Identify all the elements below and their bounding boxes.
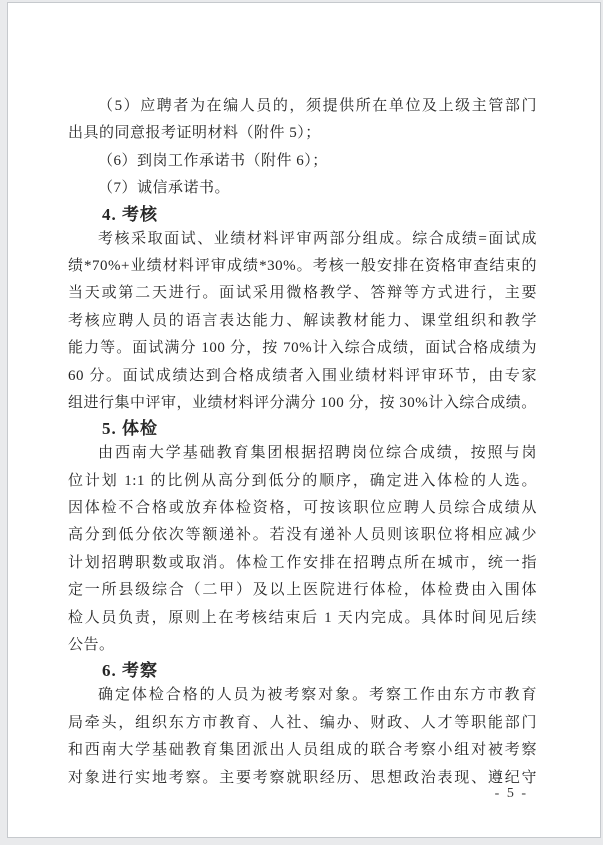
text-line-section-4-body-3: 考核应聘人员的语言表达能力、解读教材能力、课堂组织和教学 [68,312,537,329]
text-line-section-5-body-5: 定一所县级综合（二甲）及以上医院进行体检，体检费由入围体 [68,582,537,599]
page-number: - 5 - [494,786,528,801]
section-6-heading: 6. 考察 [102,661,158,681]
text-line-section-5-body-0: 由西南大学基础教育集团根据招聘岗位综合成绩，按照与岗 [98,445,537,462]
text-line-section-4-body-0: 考核采取面试、业绩材料评审两部分组成。综合成绩=面试成 [98,230,537,247]
text-line-section-6-body-3: 对象进行实地考察。主要考察就职经历、思想政治表现、遵纪守 [68,769,537,786]
text-line-section-5-body-1: 位计划 1:1 的比例从高分到低分的顺序，确定进入体检的人选。 [68,472,537,489]
text-line-section-5-body-7: 公告。 [68,637,115,654]
text-line-section-6-body-1: 局牵头，组织东方市教育、人社、编办、财政、人才等职能部门 [68,714,537,731]
text-line-section-5-body-2: 因体检不合格或放弃体检资格，可按该职位应聘人员综合成绩从 [68,500,537,517]
text-line-section-6-body-0: 确定体检合格的人员为被考察对象。考察工作由东方市教育 [98,687,537,704]
text-line-section-4-body-5: 60 分。面试成绩达到合格成绩者入围业绩材料评审环节，由专家 [68,367,537,384]
text-line-attachment-item-5-1: 出具的同意报考证明材料（附件 5）； [68,125,321,142]
text-line-attachment-item-5-0: （5）应聘者为在编人员的，须提供所在单位及上级主管部门 [98,98,537,114]
text-line-attachment-item-7-0: （7）诚信承诺书。 [98,180,231,197]
text-line-attachment-item-6-0: （6）到岗工作承诺书（附件 6）； [98,152,328,169]
text-line-section-5-body-3: 高分到低分依次等额递补。若没有递补人员则该职位将相应减少 [68,527,537,544]
section-4-heading: 4. 考核 [102,204,158,224]
section-5-heading: 5. 体检 [102,419,158,439]
text-line-section-4-body-2: 当天或第二天进行。面试采用微格教学、答辩等方式进行，主要 [68,285,537,302]
document-text [68,93,537,792]
text-line-section-4-body-4: 能力等。面试满分 100 分，按 70%计入综合成绩，面试合格成绩为 [68,340,537,357]
document-page [7,2,601,838]
text-line-section-4-body-1: 绩*70%+业绩材料评审成绩*30%。考核一般安排在资格审查结束的 [68,257,537,274]
text-line-section-6-body-2: 和西南大学基础教育集团派出人员组成的联合考察小组对被考察 [68,742,537,759]
text-line-section-5-body-4: 计划招聘职数或取消。体检工作安排在招聘点所在城市，统一指 [68,554,537,571]
text-line-section-5-body-6: 检人员负责，原则上在考核结束后 1 天内完成。具体时间见后续 [68,609,537,626]
text-line-section-4-body-6: 组进行集中评审，业绩材料评分满分 100 分，按 30%计入综合成绩。 [68,394,537,411]
